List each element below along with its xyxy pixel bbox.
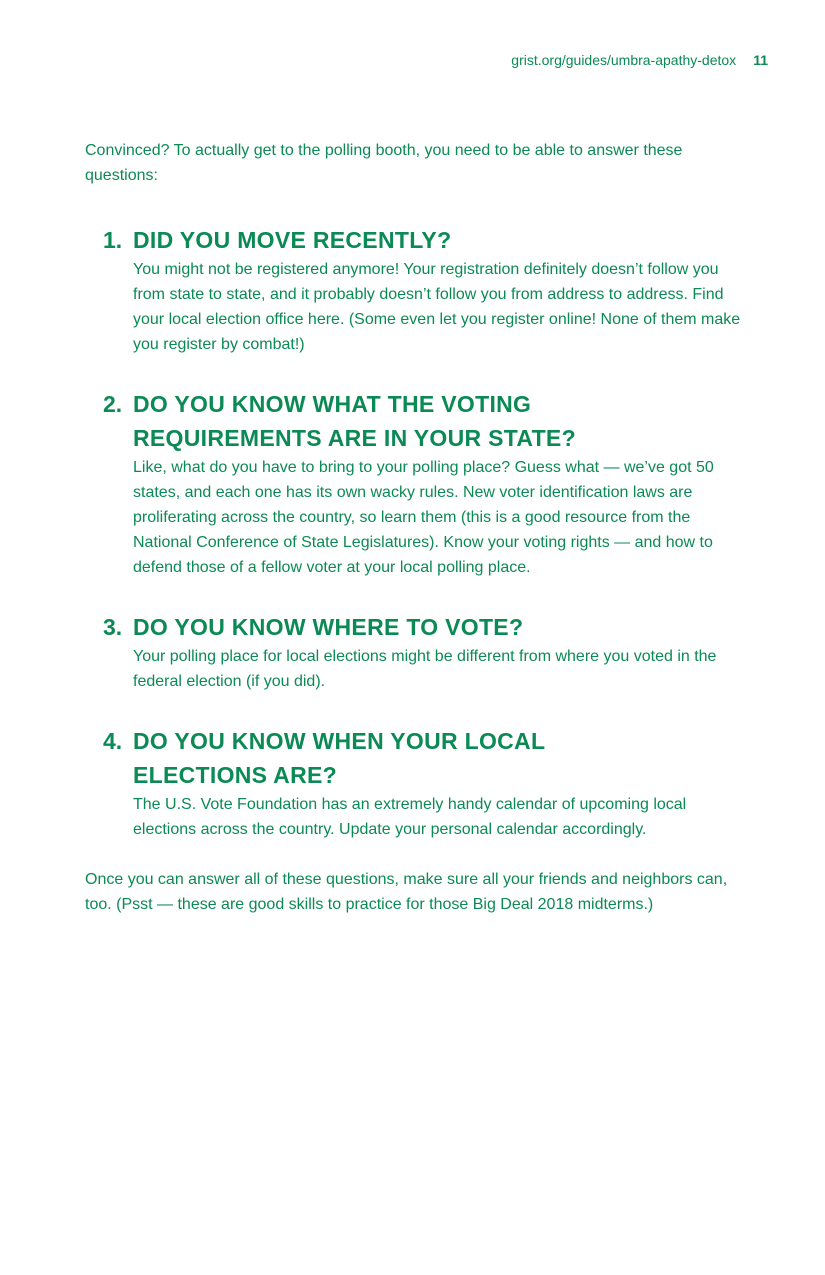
page-content xyxy=(85,138,745,917)
question-body xyxy=(133,724,743,842)
question-body xyxy=(133,610,743,694)
question-text: Like, what do you have to bring to your polling place? Guess what — we’ve got 50 states, and each one has its own wacky rules. New voter identification laws are proliferating across the country, so learn them (this is a good resource from the National Conference of State Legislatures). Know your voting rights — and how to defend those of a fellow voter at your local polling place. xyxy=(133,459,714,576)
question-title: DID YOU MOVE RECENTLY? xyxy=(133,227,452,253)
question-title: DO YOU KNOW WHAT THE VOTING REQUIREMENTS ARE IN YOUR STATE? xyxy=(133,391,576,451)
question-number: 2. xyxy=(103,391,123,417)
question-text: Your polling place for local elections might be different from where you voted in the federal election (if you did). xyxy=(133,648,717,690)
page-header xyxy=(511,52,768,68)
intro-paragraph: Convinced? To actually get to the polling booth, you need to be able to answer these questions: xyxy=(85,142,683,184)
question-body xyxy=(133,223,743,357)
question-item xyxy=(103,610,745,694)
question-text: You might not be registered anymore! Your registration definitely doesn’t follow you from state to state, and it probably doesn’t follow you from address to address. Find your local election office here. (Some even let you register online! None of them make you register by combat!) xyxy=(133,261,741,353)
outro-paragraph: Once you can answer all of these questions, make sure all your friends and neighbors can, too. (Psst — these are good skills to practice for those Big Deal 2018 midterms.) xyxy=(85,871,728,913)
question-number: 4. xyxy=(103,728,123,754)
question-number: 3. xyxy=(103,614,123,640)
question-item xyxy=(103,724,745,842)
question-body xyxy=(133,387,743,580)
page-number: 11 xyxy=(753,52,768,68)
question-item xyxy=(103,387,745,580)
question-title: DO YOU KNOW WHERE TO VOTE? xyxy=(133,614,524,640)
question-text: The U.S. Vote Foundation has an extremely handy calendar of upcoming local elections across the country. Update your personal calendar accordingly. xyxy=(133,796,687,838)
header-url[interactable]: grist.org/guides/umbra-apathy-detox xyxy=(511,52,737,68)
question-item xyxy=(103,223,745,357)
question-list xyxy=(85,223,745,842)
question-number: 1. xyxy=(103,227,123,253)
question-title: DO YOU KNOW WHEN YOUR LOCAL ELECTIONS ARE? xyxy=(133,728,545,788)
